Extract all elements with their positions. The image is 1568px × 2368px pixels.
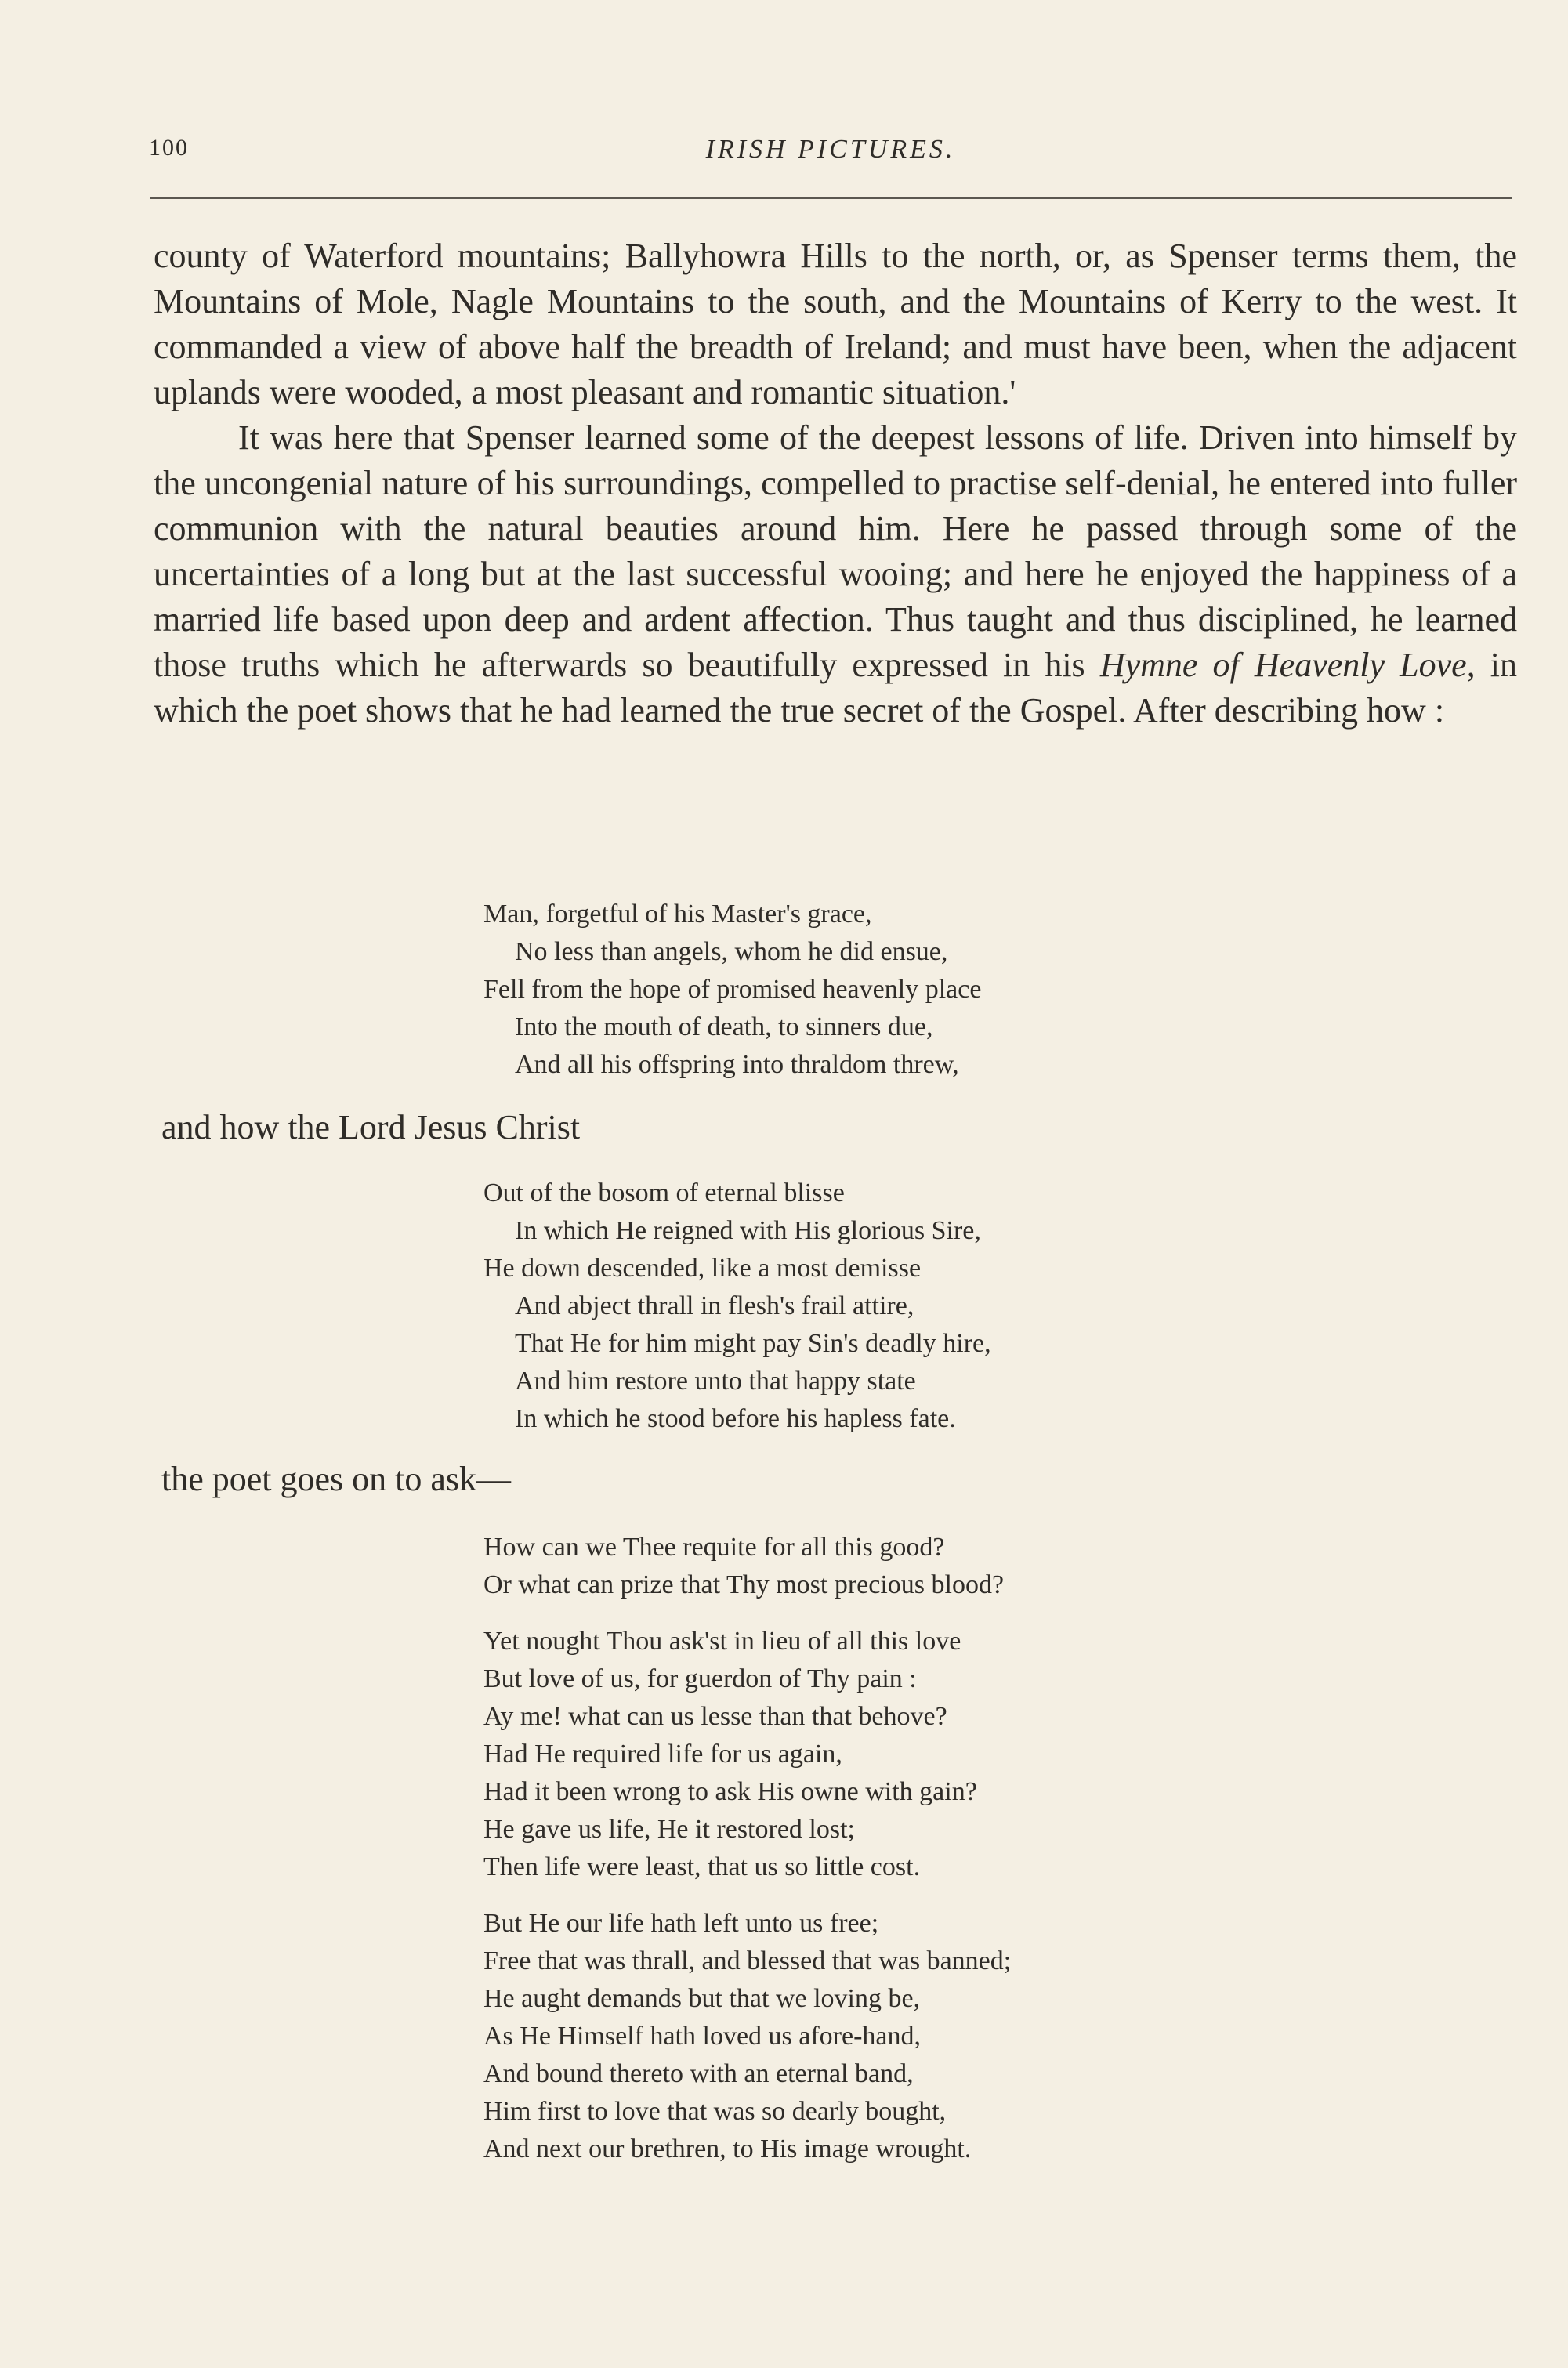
verse-line: Had it been wrong to ask His owne with gain? [483,1777,977,1806]
verse-line: Fell from the hope of promised heavenly place [483,975,982,1004]
prose-block [154,234,1517,733]
verse-line: And abject thrall in flesh's frail attire, [515,1291,914,1320]
verse-line: He gave us life, He it restored lost; [483,1815,855,1844]
verse-line: He aught demands but that we loving be, [483,1984,921,2013]
verse-line: He down descended, like a most demisse [483,1254,922,1283]
paragraph-2-text: It was here that Spenser learned some of the deepest lessons of life. Driven into himself by the uncongenial nature of his surroundings, compelled to practise self-denial, he entered into fuller communion with the natural beauties around him. Here he passed through some of the uncertainties of a long but at the last successful wooing; and here he enjoyed the happiness of a married life based upon deep and ardent affection. Thus taught and thus disciplined, he learned those truths which he afterwards so beautifully expressed in his [154,418,1517,684]
verse-line: That He for him might pay Sin's deadly hire, [515,1329,991,1358]
paragraph-2 [154,415,1517,733]
verse-line: And all his offspring into thraldom threw, [515,1050,959,1079]
verse-line: Then life were least, that us so little cost. [483,1852,921,1881]
connecting-line-1: and how the Lord Jesus Christ [161,1108,581,1146]
verse-stanza-1 [483,896,981,1084]
verse-line: How can we Thee requite for all this good? [483,1533,945,1562]
connecting-line-2: the poet goes on to ask— [161,1460,512,1498]
verse-line: Yet nought Thou ask'st in lieu of all this love [483,1627,961,1656]
poem-title: Hymne of Heavenly Love, [1099,646,1476,684]
verse-line: Free that was thrall, and blessed that was banned; [483,1946,1012,1975]
verse-line: Out of the bosom of eternal blisse [483,1179,845,1208]
verse-line: Ay me! what can us lesse than that behove? [483,1702,947,1731]
verse-line: And next our brethren, to His image wrought. [483,2134,972,2163]
running-title: IRISH PICTURES. [705,135,956,164]
verse-line: Or what can prize that Thy most precious blood? [483,1570,1005,1599]
verse-stanza-3 [483,1529,1011,2168]
verse-line: But He our life hath left unto us free; [483,1909,879,1938]
paragraph-1: county of Waterford mountains; Ballyhowra Hills to the north, or, as Spenser terms them, the Mountains of Mole, Nagle Mountains to the south, and the Mountains of Kerry to the west. It commanded a view of above half the breadth of Ireland; and must have been, when the adjacent uplands were wooded, a most pleasant and romantic situation.' [154,237,1517,411]
verse-line: But love of us, for guerdon of Thy pain : [483,1664,917,1693]
verse-line: No less than angels, whom he did ensue, [515,937,948,966]
verse-line: In which he stood before his hapless fate. [515,1404,956,1433]
verse-line: And him restore unto that happy state [515,1367,916,1396]
verse-line: Him first to love that was so dearly bought, [483,2097,947,2126]
page-header [149,135,1512,182]
header-rule [150,197,1512,199]
paragraph-2-continuation: in which the poet shows that he had learned the true secret of the Gospel. After describing how : [154,646,1518,730]
verse-line: Man, forgetful of his Master's grace, [483,900,872,929]
verse-line: In which He reigned with His glorious Sire, [515,1216,981,1245]
verse-line: Into the mouth of death, to sinners due, [515,1012,933,1041]
verse-line: Had He required life for us again, [483,1740,842,1769]
verse-stanza-2 [483,1175,991,1438]
page-number: 100 [149,135,189,161]
verse-line: And bound thereto with an eternal band, [483,2059,914,2088]
verse-line: As He Himself hath loved us afore-hand, [483,2022,922,2051]
